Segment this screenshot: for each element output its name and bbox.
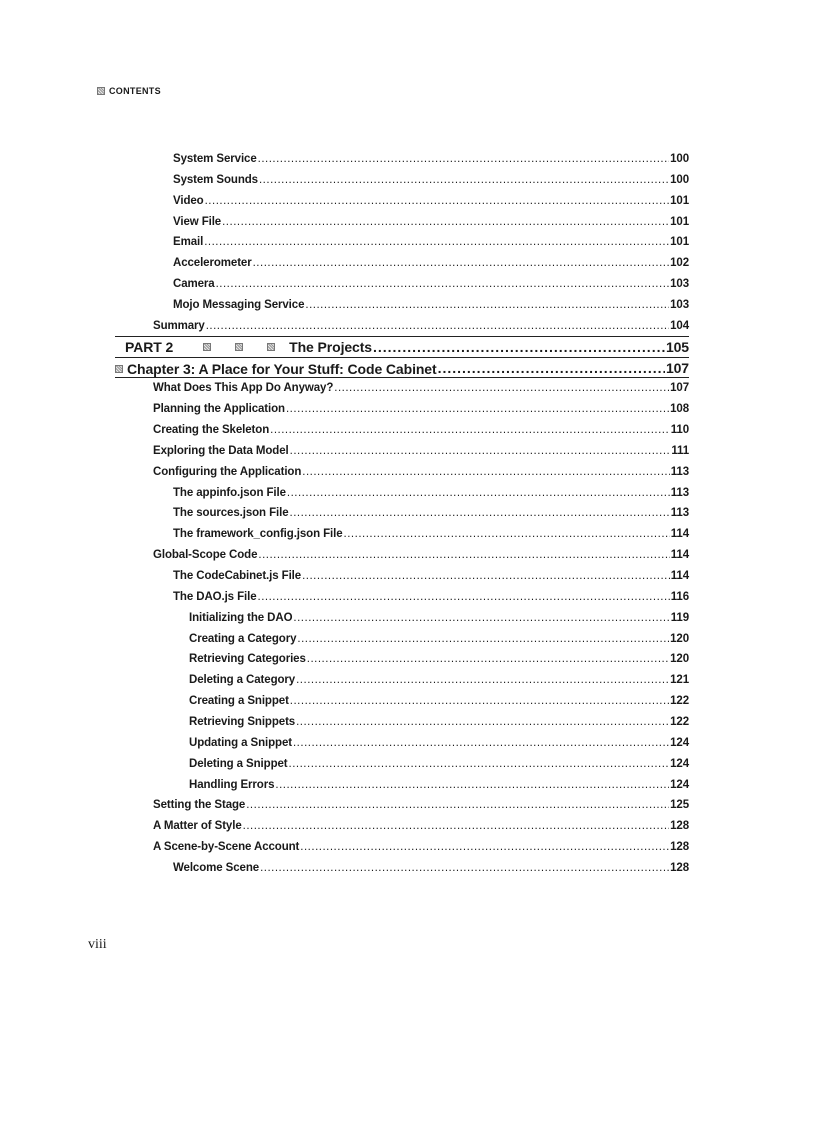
dot-leader — [260, 862, 669, 874]
toc-entry[interactable] — [173, 591, 689, 603]
toc-entry-page: 122 — [670, 695, 689, 708]
toc-entry[interactable] — [173, 278, 689, 290]
square-bullet-icon — [267, 343, 275, 351]
page-number: viii — [88, 937, 107, 952]
toc-entry[interactable] — [173, 216, 689, 228]
dot-leader — [275, 779, 669, 791]
toc-entry[interactable] — [153, 841, 689, 853]
toc-entry[interactable] — [189, 716, 689, 728]
toc-part-entry[interactable] — [125, 339, 689, 355]
dot-leader — [243, 820, 669, 832]
dot-leader — [290, 507, 670, 519]
dot-leader — [296, 674, 669, 686]
toc-entry[interactable] — [173, 299, 689, 311]
toc-entry-title: Updating a Snippet — [189, 736, 292, 749]
toc-entry-page: 105 — [665, 338, 689, 355]
toc-entry-title: The Projects — [289, 338, 372, 355]
toc-entry[interactable] — [153, 424, 689, 436]
toc-entry-title: Creating a Category — [189, 632, 297, 645]
toc-entry-page: 101 — [670, 215, 689, 228]
toc-entry-title: The sources.json File — [173, 507, 289, 520]
toc-entry-title: Creating a Snippet — [189, 695, 289, 708]
dot-leader — [290, 445, 671, 457]
toc-entry-page: 107 — [665, 359, 689, 376]
toc-entry[interactable] — [189, 674, 689, 686]
toc-entry-page: 119 — [670, 611, 689, 624]
toc-entry-title: Welcome Scene — [173, 861, 260, 874]
toc-entry[interactable] — [153, 549, 689, 561]
toc-entry-title: Configuring the Application — [153, 465, 302, 478]
toc-entry-title: The framework_config.json File — [173, 528, 343, 541]
dot-leader — [286, 403, 669, 415]
toc-entry[interactable] — [189, 737, 689, 749]
dot-leader — [270, 424, 670, 436]
dot-leader — [222, 216, 669, 228]
toc-entry-page: 103 — [670, 278, 689, 291]
running-header-label: CONTENTS — [109, 86, 161, 96]
toc-entry-title: What Does This App Do Anyway? — [153, 382, 334, 395]
toc-entry-title: Exploring the Data Model — [153, 444, 289, 457]
toc-entry-title: Creating the Skeleton — [153, 424, 270, 437]
toc-entry[interactable] — [153, 466, 689, 478]
dot-leader — [258, 153, 669, 165]
toc-entry[interactable] — [173, 528, 689, 540]
toc-entry[interactable] — [189, 758, 689, 770]
dot-leader — [300, 841, 669, 853]
toc-entry[interactable] — [173, 195, 689, 207]
toc-entry[interactable] — [189, 653, 689, 665]
dot-leader — [334, 382, 669, 394]
toc-entry-title: The DAO.js File — [173, 590, 257, 603]
toc-entry[interactable] — [189, 633, 689, 645]
toc-entry-title: Global-Scope Code — [153, 549, 258, 562]
toc-entry-title: Camera — [173, 278, 215, 291]
toc-entry-page: 108 — [670, 403, 689, 416]
toc-entry-page: 102 — [670, 257, 689, 270]
toc-entry-title: Video — [173, 194, 204, 207]
toc-chapter-entry[interactable] — [115, 360, 689, 377]
toc-entry-page: 100 — [670, 173, 689, 186]
dot-leader — [293, 737, 669, 749]
toc-entry-page: 122 — [670, 715, 689, 728]
toc-entry[interactable] — [173, 862, 689, 874]
dot-leader — [258, 591, 670, 603]
dot-leader — [290, 695, 669, 707]
toc-entry-page: 110 — [670, 424, 689, 437]
toc-entry[interactable] — [173, 257, 689, 269]
toc-entry-page: 104 — [670, 319, 689, 332]
toc-entry-title: Accelerometer — [173, 257, 252, 270]
toc-entry-title: Retrieving Categories — [189, 653, 306, 666]
separator-rule — [115, 357, 689, 358]
toc-entry-page: 103 — [670, 298, 689, 311]
toc-entry-title: The appinfo.json File — [173, 486, 286, 499]
dot-leader — [307, 653, 669, 665]
toc-entry[interactable] — [189, 779, 689, 791]
toc-entry-title: Setting the Stage — [153, 799, 246, 812]
toc-entry-page: 120 — [670, 653, 689, 666]
dot-leader — [216, 278, 670, 290]
separator-rule — [115, 336, 689, 337]
toc-entry-page: 124 — [670, 736, 689, 749]
toc-entry-title: Chapter 3: A Place for Your Stuff: Code Cabinet — [127, 360, 437, 377]
toc-entry-page: 114 — [670, 570, 689, 582]
toc-entry-page: 111 — [671, 444, 689, 457]
separator-rule — [115, 377, 689, 378]
toc-entry[interactable] — [153, 820, 689, 832]
toc-entry-page: 114 — [670, 549, 689, 562]
toc-entry-title: A Scene-by-Scene Account — [153, 841, 300, 854]
toc-entry[interactable] — [153, 799, 689, 811]
toc-entry-page: 116 — [670, 590, 689, 603]
toc-entry-page: 128 — [670, 861, 689, 874]
dot-leader — [373, 339, 665, 355]
dot-leader — [438, 360, 665, 376]
toc-entry[interactable] — [189, 612, 689, 624]
toc-entry-page: 114 — [670, 528, 689, 541]
part-label: PART 2 — [125, 338, 174, 355]
toc-entry-title: View File — [173, 215, 222, 228]
toc-entry-page: 113 — [670, 507, 689, 520]
toc-entry[interactable] — [173, 507, 689, 519]
toc-entry-title: Deleting a Snippet — [189, 757, 288, 770]
dot-leader — [205, 195, 670, 207]
toc-entry-title: A Matter of Style — [153, 820, 242, 833]
toc-entry-page: 124 — [670, 778, 689, 791]
dot-leader — [206, 320, 669, 332]
square-bullet-icon — [203, 343, 211, 351]
toc-entry[interactable] — [153, 382, 689, 394]
dot-leader — [253, 257, 670, 269]
toc-entry-title: Initializing the DAO — [189, 611, 293, 624]
toc-entry-title: Retrieving Snippets — [189, 715, 296, 728]
toc-entry-page: 125 — [670, 799, 689, 812]
toc-entry-page: 107 — [670, 382, 689, 395]
toc-entry[interactable] — [173, 236, 689, 248]
toc-entry[interactable] — [153, 445, 689, 457]
toc-entry-page: 101 — [670, 194, 689, 207]
toc-entry-page: 128 — [670, 841, 689, 854]
toc-entry-title: Deleting a Category — [189, 674, 296, 687]
toc-entry[interactable] — [189, 695, 689, 707]
toc-entry-page: 121 — [670, 674, 689, 687]
toc-entry-title: System Sounds — [173, 173, 258, 186]
toc-entry-page: 113 — [670, 465, 689, 478]
dot-leader — [287, 487, 670, 499]
toc-entry-page: 113 — [670, 486, 689, 499]
toc-entry-title: Email — [173, 236, 204, 249]
toc-entry-title: Summary — [153, 319, 205, 332]
toc-entry-title: Handling Errors — [189, 778, 275, 791]
toc-entry[interactable] — [153, 320, 689, 332]
toc-entry-title: The CodeCabinet.js File — [173, 570, 302, 582]
toc-entry-page: 101 — [670, 236, 689, 249]
dot-leader — [344, 528, 670, 540]
dot-leader — [296, 716, 669, 728]
toc-entry-page: 124 — [670, 757, 689, 770]
toc-entry[interactable] — [173, 487, 689, 499]
dot-leader — [258, 549, 669, 561]
toc-entry-page: 128 — [670, 820, 689, 833]
dot-leader — [293, 612, 669, 624]
toc-entry[interactable] — [173, 174, 689, 186]
toc-entry-title: Planning the Application — [153, 403, 285, 416]
square-bullet-icon — [235, 343, 243, 351]
toc-entry-title: Mojo Messaging Service — [173, 298, 305, 311]
toc-entry[interactable] — [153, 403, 689, 415]
dot-leader — [302, 570, 670, 582]
dot-leader — [297, 633, 669, 645]
toc-entry-page: 120 — [670, 632, 689, 645]
dot-leader — [204, 236, 669, 248]
dot-leader — [305, 299, 669, 311]
dot-leader — [246, 799, 669, 811]
dot-leader — [302, 466, 669, 478]
dot-leader — [289, 758, 670, 770]
square-bullet-icon — [115, 365, 123, 373]
toc-entry[interactable] — [173, 570, 689, 582]
dot-leader — [259, 174, 669, 186]
toc-entry[interactable] — [173, 153, 689, 165]
toc-entry-title: System Service — [173, 153, 257, 165]
toc-entry-page: 100 — [670, 153, 689, 165]
